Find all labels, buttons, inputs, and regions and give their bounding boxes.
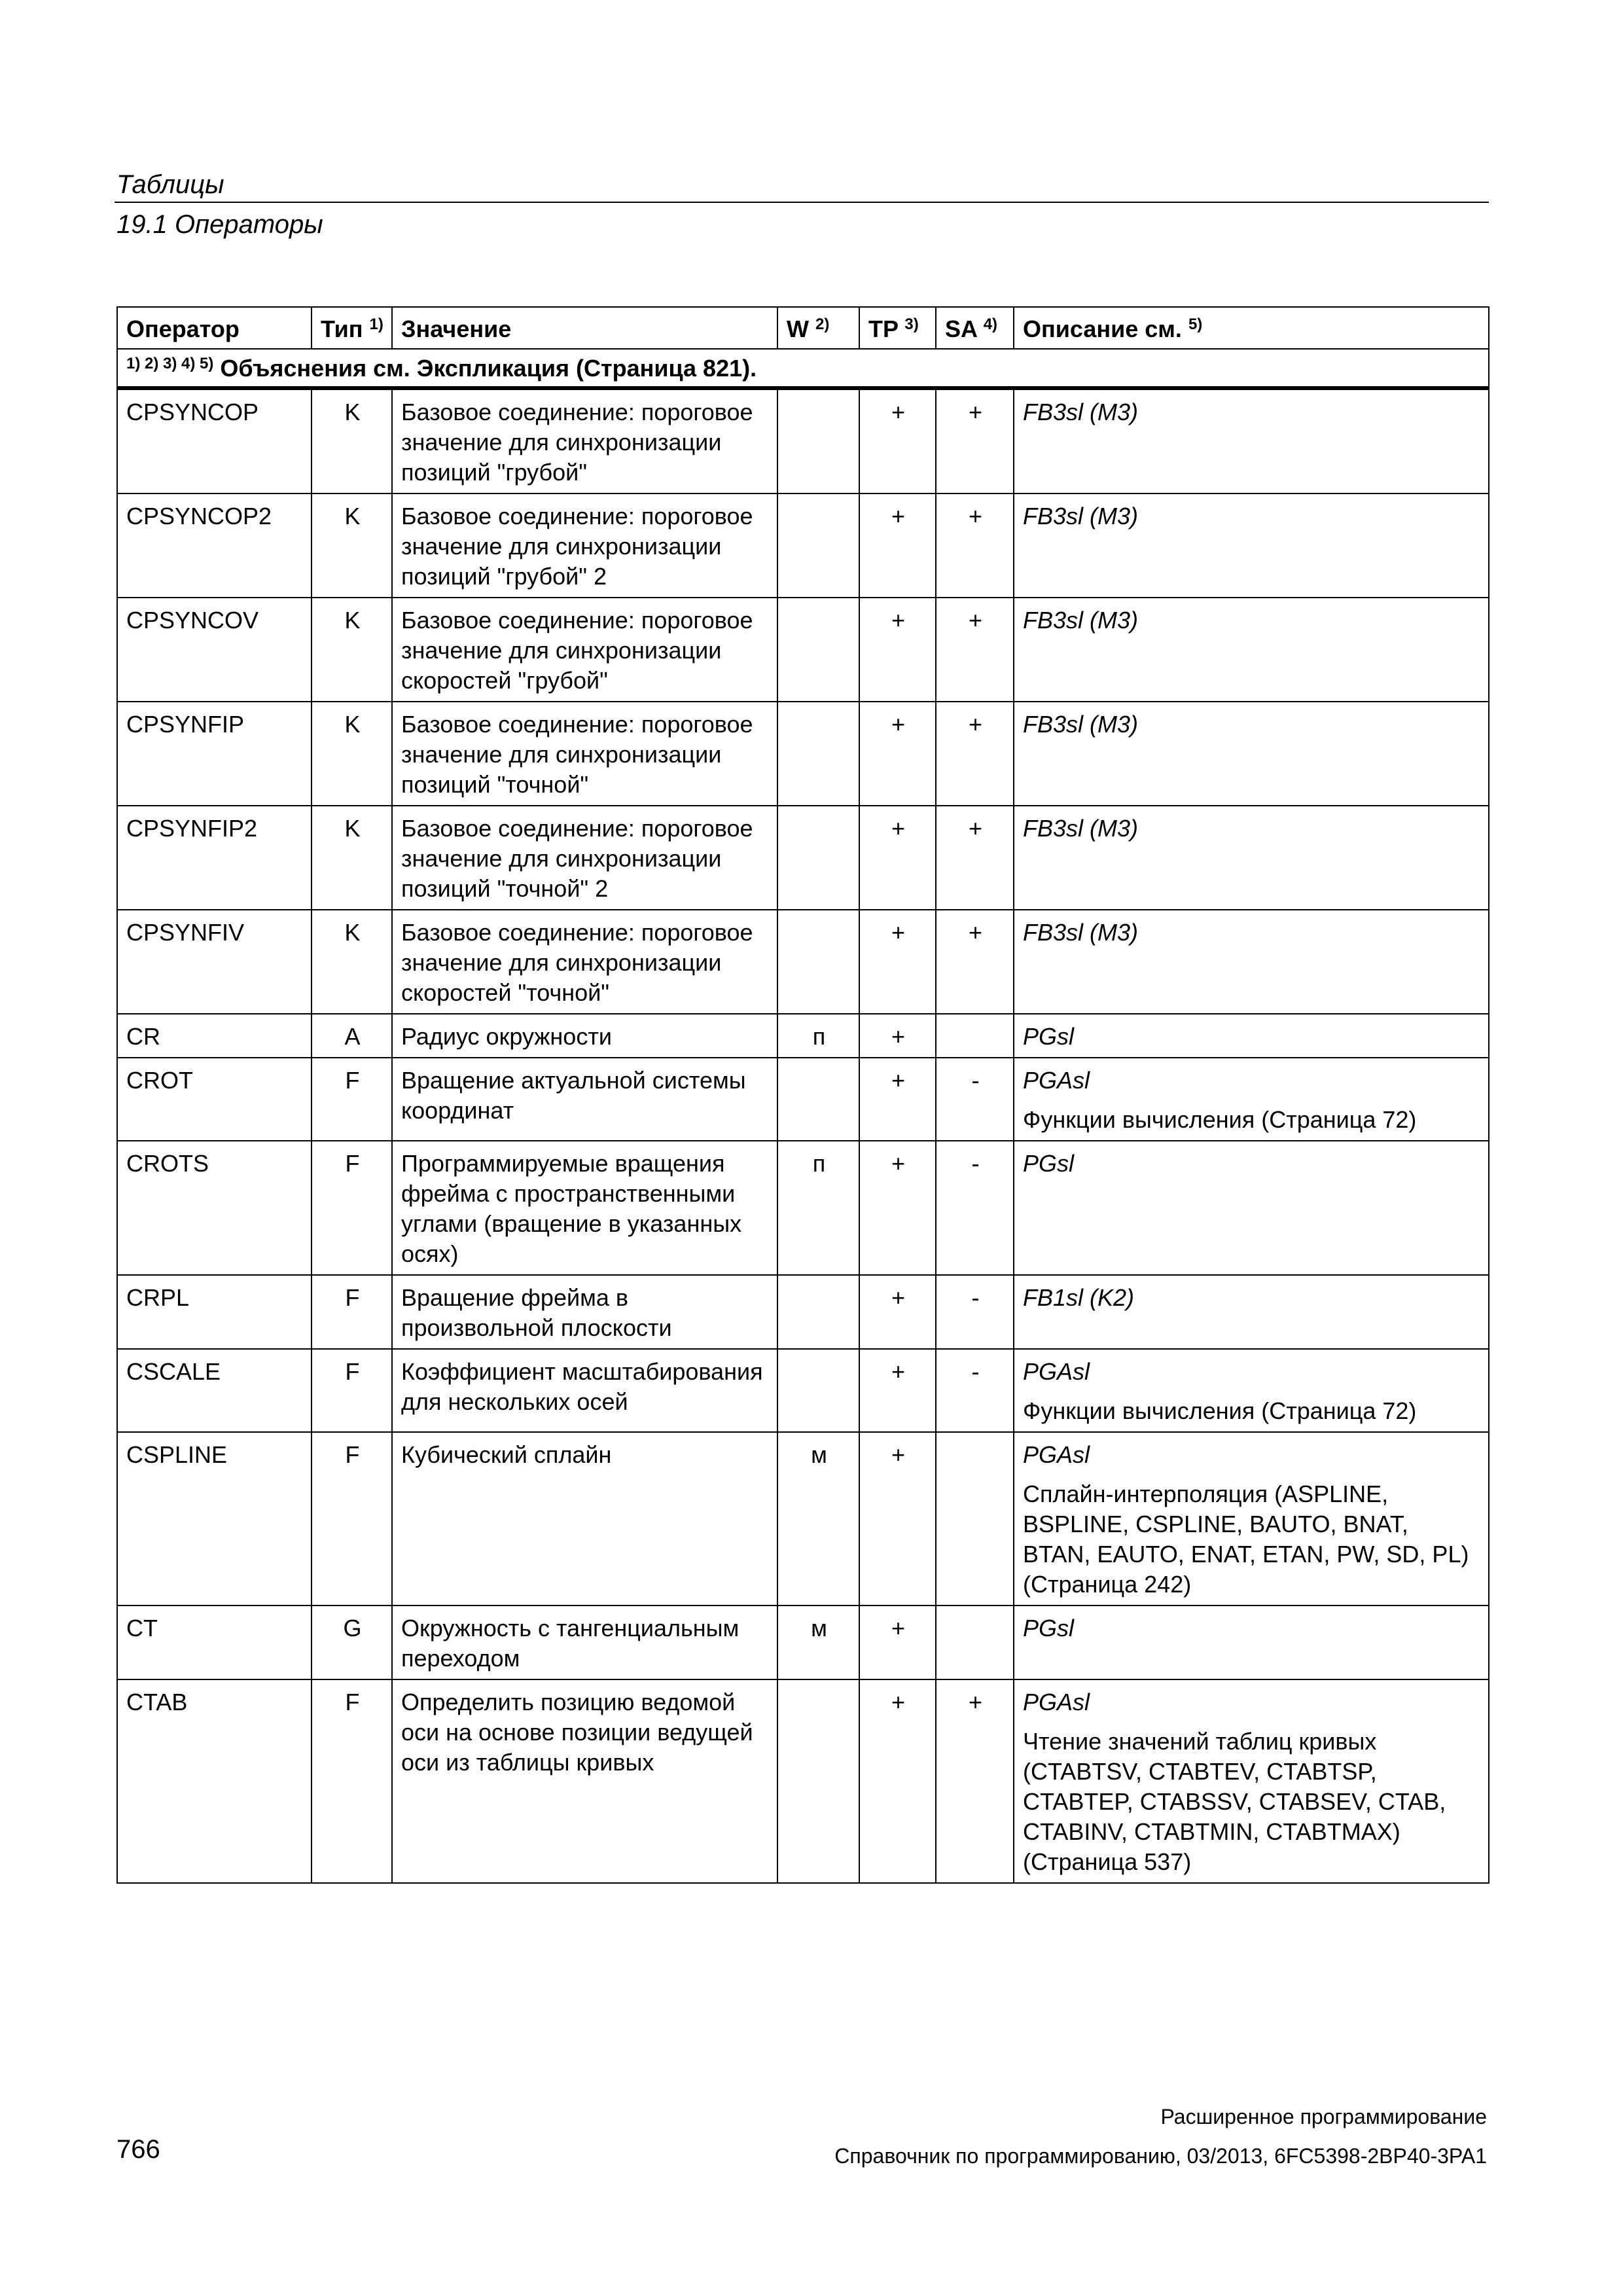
table-row (117, 910, 1489, 1014)
cell-operator: CSCALE (117, 1349, 312, 1432)
cell-sa: + (936, 493, 1014, 598)
cell-operator: CPSYNFIP2 (117, 806, 312, 910)
cell-w: п (777, 1141, 859, 1275)
cell-tp: + (859, 910, 936, 1014)
column-header-type: Тип $^{1)}$ (312, 307, 392, 349)
cell-tp: + (859, 388, 936, 493)
cell-type: F (312, 1349, 392, 1432)
cell-meaning: Вращение фрейма в произвольной плоскости (392, 1275, 777, 1349)
cell-operator: CTAB (117, 1679, 312, 1883)
cell-description (1014, 1679, 1489, 1883)
cell-operator: CSPLINE (117, 1432, 312, 1605)
cell-w (777, 910, 859, 1014)
cell-tp: + (859, 1058, 936, 1141)
manual-reference: PGsl (1023, 1150, 1075, 1177)
cell-sa: - (936, 1275, 1014, 1349)
cell-operator: CROT (117, 1058, 312, 1141)
manual-reference: PGAsl (1023, 1358, 1090, 1385)
footer-subtitle: Справочник по программированию, 03/2013, 6FC5398-2BP40-3PA1 (834, 2144, 1487, 2168)
cell-sa: + (936, 388, 1014, 493)
description-link[interactable]: Функции вычисления (Страница 72) (1023, 1397, 1417, 1424)
cell-operator: CROTS (117, 1141, 312, 1275)
cell-description (1014, 806, 1489, 910)
cell-meaning: Окружность с тангенциальным переходом (392, 1605, 777, 1679)
manual-reference: PGsl (1023, 1615, 1075, 1641)
cell-meaning: Базовое соединение: пороговое значение для синхронизации позиций "грубой" 2 (392, 493, 777, 598)
column-header-operator: Оператор (117, 307, 312, 349)
cell-operator: CRPL (117, 1275, 312, 1349)
cell-description (1014, 1058, 1489, 1141)
cell-meaning: Коэффициент масштабирования для нескольких осей (392, 1349, 777, 1432)
manual-reference: FB3sl (M3) (1023, 815, 1139, 842)
description-link[interactable]: Сплайн-интерполяция (ASPLINE, BSPLINE, CSPLINE, BAUTO, BNAT, BTAN, EAUTO, ENAT, ETAN, PW, SD, PL) (Страница 242) (1023, 1480, 1469, 1598)
table-row (117, 1605, 1489, 1679)
cell-operator: CPSYNCOP (117, 388, 312, 493)
column-header-sa: SA $^{4)}$ (936, 307, 1014, 349)
cell-sa (936, 1014, 1014, 1058)
cell-sa (936, 1432, 1014, 1605)
cell-sa: - (936, 1349, 1014, 1432)
manual-reference: FB3sl (M3) (1023, 607, 1139, 634)
cell-type: F (312, 1141, 392, 1275)
table-header-row (117, 307, 1489, 349)
manual-reference: FB3sl (M3) (1023, 399, 1139, 425)
table-row (117, 1058, 1489, 1141)
cell-tp: + (859, 493, 936, 598)
cell-tp: + (859, 598, 936, 702)
cell-description (1014, 388, 1489, 493)
cell-w: м (777, 1605, 859, 1679)
cell-operator: CPSYNCOV (117, 598, 312, 702)
manual-reference: PGAsl (1023, 1067, 1090, 1094)
manual-reference: PGsl (1023, 1023, 1075, 1050)
description-link[interactable]: Функции вычисления (Страница 72) (1023, 1106, 1417, 1133)
cell-description (1014, 493, 1489, 598)
cell-operator: CPSYNFIV (117, 910, 312, 1014)
table-row (117, 1275, 1489, 1349)
table-note-text: Объяснения см. Экспликация (Страница 821). (220, 355, 757, 382)
table-row (117, 806, 1489, 910)
cell-description (1014, 598, 1489, 702)
manual-reference: PGAsl (1023, 1441, 1090, 1468)
cell-sa: + (936, 1679, 1014, 1883)
operators-table (116, 306, 1489, 1884)
table-row (117, 1432, 1489, 1605)
cell-w (777, 702, 859, 806)
cell-meaning: Базовое соединение: пороговое значение для синхронизации позиций "грубой" (392, 388, 777, 493)
cell-w: м (777, 1432, 859, 1605)
column-header-w: W $^{2)}$ (777, 307, 859, 349)
cell-description (1014, 1275, 1489, 1349)
table-body (117, 388, 1489, 1883)
cell-type: K (312, 388, 392, 493)
cell-sa: - (936, 1058, 1014, 1141)
cell-type: K (312, 493, 392, 598)
manual-reference: FB3sl (M3) (1023, 711, 1139, 738)
page-number: 766 (116, 2135, 160, 2164)
cell-w (777, 1058, 859, 1141)
cell-description (1014, 1141, 1489, 1275)
cell-description (1014, 1014, 1489, 1058)
cell-w (777, 388, 859, 493)
cell-tp: + (859, 1349, 936, 1432)
description-link[interactable]: Чтение значений таблиц кривых (CTABTSV, CTABTEV, CTABTSP, CTABTEP, CTABSSV, CTABSEV, CTAB, CTABINV, CTABTMIN, CTABTMAX) (Страница 537) (1023, 1728, 1446, 1875)
cell-sa: + (936, 806, 1014, 910)
header-divider (115, 202, 1489, 203)
section-title: 19.1 Операторы (116, 210, 323, 239)
cell-meaning: Базовое соединение: пороговое значение для синхронизации скоростей "грубой" (392, 598, 777, 702)
table-row (117, 702, 1489, 806)
cell-type: F (312, 1275, 392, 1349)
table-row (117, 493, 1489, 598)
cell-description (1014, 1432, 1489, 1605)
cell-tp: + (859, 1605, 936, 1679)
table-row (117, 598, 1489, 702)
cell-sa (936, 1605, 1014, 1679)
cell-w (777, 1349, 859, 1432)
cell-meaning: Вращение актуальной системы координат (392, 1058, 777, 1141)
column-header-description: Описание см. $^{5)}$ (1014, 307, 1489, 349)
column-header-meaning: Значение (392, 307, 777, 349)
manual-reference: PGAsl (1023, 1689, 1090, 1715)
table-note (117, 349, 1489, 388)
cell-description (1014, 1349, 1489, 1432)
cell-tp: + (859, 1275, 936, 1349)
cell-type: A (312, 1014, 392, 1058)
cell-operator: CPSYNCOP2 (117, 493, 312, 598)
cell-w (777, 1275, 859, 1349)
table-row (117, 388, 1489, 493)
cell-description (1014, 702, 1489, 806)
cell-type: G (312, 1605, 392, 1679)
footer-title: Расширенное программирование (1160, 2105, 1487, 2128)
cell-type: F (312, 1679, 392, 1883)
cell-description (1014, 910, 1489, 1014)
cell-tp: + (859, 702, 936, 806)
cell-meaning: Базовое соединение: пороговое значение для синхронизации позиций "точной" (392, 702, 777, 806)
manual-reference: FB3sl (M3) (1023, 503, 1139, 529)
cell-sa: + (936, 598, 1014, 702)
cell-type: F (312, 1058, 392, 1141)
table-note-row (117, 349, 1489, 388)
cell-meaning: Программируемые вращения фрейма с пространственными углами (вращение в указанных осях) (392, 1141, 777, 1275)
cell-sa: + (936, 910, 1014, 1014)
cell-w (777, 806, 859, 910)
cell-w: п (777, 1014, 859, 1058)
chapter-title: Таблицы (116, 170, 224, 199)
table-row (117, 1679, 1489, 1883)
cell-operator: CT (117, 1605, 312, 1679)
cell-type: K (312, 702, 392, 806)
cell-meaning: Кубический сплайн (392, 1432, 777, 1605)
table-note-marks: 1) 2) 3) 4) 5) (126, 355, 214, 372)
table-row (117, 1349, 1489, 1432)
cell-operator: CPSYNFIP (117, 702, 312, 806)
cell-tp: + (859, 1014, 936, 1058)
cell-w (777, 493, 859, 598)
cell-type: K (312, 598, 392, 702)
cell-description (1014, 1605, 1489, 1679)
cell-meaning: Радиус окружности (392, 1014, 777, 1058)
table-row (117, 1141, 1489, 1275)
manual-reference: FB1sl (K2) (1023, 1284, 1135, 1311)
cell-w (777, 598, 859, 702)
cell-meaning: Базовое соединение: пороговое значение для синхронизации позиций "точной" 2 (392, 806, 777, 910)
cell-tp: + (859, 1141, 936, 1275)
cell-tp: + (859, 806, 936, 910)
table-row (117, 1014, 1489, 1058)
cell-w (777, 1679, 859, 1883)
manual-reference: FB3sl (M3) (1023, 919, 1139, 946)
cell-meaning: Базовое соединение: пороговое значение для синхронизации скоростей "точной" (392, 910, 777, 1014)
cell-tp: + (859, 1679, 936, 1883)
column-header-tp: TP $^{3)}$ (859, 307, 936, 349)
cell-type: K (312, 806, 392, 910)
cell-type: K (312, 910, 392, 1014)
cell-tp: + (859, 1432, 936, 1605)
cell-sa: + (936, 702, 1014, 806)
cell-operator: CR (117, 1014, 312, 1058)
cell-meaning: Определить позицию ведомой оси на основе позиции ведущей оси из таблицы кривых (392, 1679, 777, 1883)
cell-sa: - (936, 1141, 1014, 1275)
cell-type: F (312, 1432, 392, 1605)
